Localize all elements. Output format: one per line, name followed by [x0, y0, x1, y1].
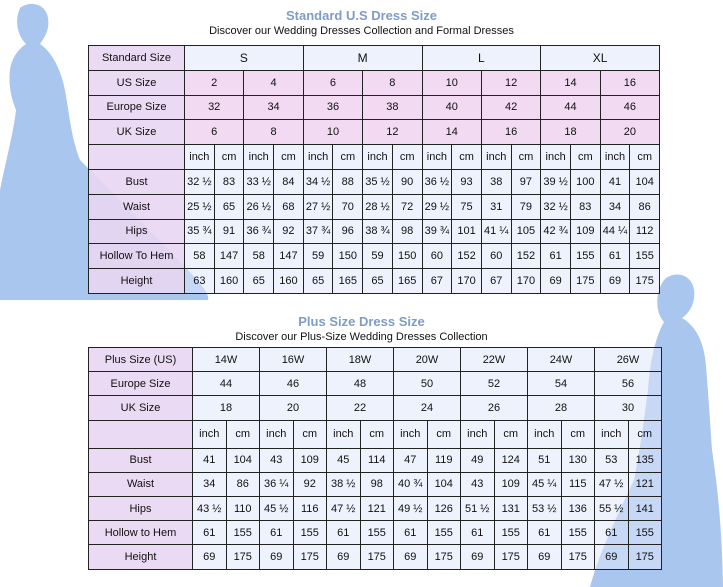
- table-row: [89, 448, 662, 472]
- size-value: 22: [327, 396, 394, 420]
- measure-value: 70: [333, 194, 363, 219]
- measure-value: 86: [630, 194, 660, 219]
- size-value: 10: [422, 70, 481, 95]
- measure-value: 60: [422, 244, 452, 269]
- unit-label: inch: [541, 145, 571, 170]
- unit-label: inch: [422, 145, 452, 170]
- table-row: [89, 194, 660, 219]
- measure-value: 147: [274, 244, 304, 269]
- measure-value: 60: [481, 244, 511, 269]
- size-value: 30: [595, 396, 662, 420]
- unit-label: cm: [561, 420, 595, 448]
- measure-value: 100: [570, 169, 600, 194]
- standard-size-label: Standard Size: [89, 46, 185, 71]
- measure-value: 175: [293, 545, 327, 569]
- measure-value: 45: [327, 448, 361, 472]
- measure-value: 67: [481, 269, 511, 294]
- size-value: 44: [193, 372, 260, 396]
- measure-value: 104: [226, 448, 260, 472]
- measure-value: 39 ¾: [422, 219, 452, 244]
- size-header-cell: 26W: [595, 348, 662, 372]
- measure-value: 116: [293, 496, 327, 520]
- size-header-cell: 14W: [193, 348, 260, 372]
- measure-value: 147: [214, 244, 244, 269]
- measure-value: 119: [427, 448, 461, 472]
- row-label: Waist: [89, 472, 193, 496]
- measure-value: 31: [481, 194, 511, 219]
- measure-value: 59: [363, 244, 393, 269]
- measure-value: 38: [481, 169, 511, 194]
- measure-value: 75: [452, 194, 482, 219]
- measure-value: 44 ¼: [600, 219, 630, 244]
- size-value: 8: [244, 120, 303, 145]
- measure-value: 69: [193, 545, 227, 569]
- measure-value: 155: [494, 521, 528, 545]
- measure-value: 136: [561, 496, 595, 520]
- measure-value: 47: [394, 448, 428, 472]
- measure-value: 34 ½: [303, 169, 333, 194]
- row-label: Waist: [89, 194, 185, 219]
- size-header-cell: S: [185, 46, 304, 71]
- measure-value: 131: [494, 496, 528, 520]
- measure-value: 152: [511, 244, 541, 269]
- measure-value: 61: [394, 521, 428, 545]
- unit-label: inch: [193, 420, 227, 448]
- measure-value: 155: [561, 521, 595, 545]
- unit-label: cm: [293, 420, 327, 448]
- row-label: Bust: [89, 448, 193, 472]
- measure-value: 83: [214, 169, 244, 194]
- measure-value: 69: [595, 545, 629, 569]
- unit-label: cm: [570, 145, 600, 170]
- standard-size-subtitle: Discover our Wedding Dresses Collection and Formal Dresses: [209, 25, 514, 37]
- measure-value: 38 ¾: [363, 219, 393, 244]
- measure-value: 175: [628, 545, 662, 569]
- unit-label: inch: [595, 420, 629, 448]
- measure-value: 45 ¼: [528, 472, 562, 496]
- size-value: 38: [363, 95, 422, 120]
- measure-value: 115: [561, 472, 595, 496]
- plus-size-label: Plus Size (US): [89, 348, 193, 372]
- size-header-cell: 24W: [528, 348, 595, 372]
- measure-value: 35 ¾: [185, 219, 215, 244]
- size-value: 46: [600, 95, 659, 120]
- measure-value: 69: [461, 545, 495, 569]
- row-label: Height: [89, 545, 193, 569]
- row-label: Hips: [89, 219, 185, 244]
- measure-value: 28 ½: [363, 194, 393, 219]
- measure-value: 98: [392, 219, 422, 244]
- measure-value: 65: [303, 269, 333, 294]
- measure-value: 69: [327, 545, 361, 569]
- standard-size-table: [88, 45, 660, 294]
- measure-value: 150: [392, 244, 422, 269]
- measure-value: 69: [394, 545, 428, 569]
- size-header-cell: 18W: [327, 348, 394, 372]
- measure-value: 34: [600, 194, 630, 219]
- size-value: 18: [541, 120, 600, 145]
- row-label: Height: [89, 269, 185, 294]
- measure-value: 101: [452, 219, 482, 244]
- measure-value: 61: [528, 521, 562, 545]
- measure-value: 155: [427, 521, 461, 545]
- unit-label: inch: [260, 420, 294, 448]
- measure-value: 49: [461, 448, 495, 472]
- measure-value: 61: [327, 521, 361, 545]
- measure-value: 124: [494, 448, 528, 472]
- measure-value: 37 ¾: [303, 219, 333, 244]
- measure-value: 39 ½: [541, 169, 571, 194]
- measure-value: 65: [244, 269, 274, 294]
- measure-value: 43: [461, 472, 495, 496]
- measure-value: 72: [392, 194, 422, 219]
- measure-value: 53: [595, 448, 629, 472]
- measure-value: 83: [570, 194, 600, 219]
- measure-value: 121: [628, 472, 662, 496]
- measure-value: 155: [628, 521, 662, 545]
- measure-value: 61: [541, 244, 571, 269]
- row-label: Hips: [89, 496, 193, 520]
- measure-value: 65: [214, 194, 244, 219]
- size-header-cell: 22W: [461, 348, 528, 372]
- unit-label: cm: [452, 145, 482, 170]
- unit-label: cm: [511, 145, 541, 170]
- unit-label: inch: [481, 145, 511, 170]
- size-value: 40: [422, 95, 481, 120]
- table-row: [89, 169, 660, 194]
- unit-label: inch: [327, 420, 361, 448]
- size-header-cell: M: [303, 46, 422, 71]
- table-row: [89, 521, 662, 545]
- unit-label: cm: [628, 420, 662, 448]
- measure-value: 53 ½: [528, 496, 562, 520]
- size-value: 34: [244, 95, 303, 120]
- measure-value: 41: [600, 169, 630, 194]
- size-value: 50: [394, 372, 461, 396]
- measure-value: 61: [595, 521, 629, 545]
- measure-value: 175: [494, 545, 528, 569]
- table-row: [89, 348, 662, 372]
- measure-value: 155: [570, 244, 600, 269]
- measure-value: 61: [600, 244, 630, 269]
- size-value: 16: [600, 70, 659, 95]
- unit-label: inch: [244, 145, 274, 170]
- table-row: [89, 120, 660, 145]
- size-value: 12: [481, 70, 540, 95]
- measure-value: 155: [293, 521, 327, 545]
- row-label: Hollow to Hem: [89, 521, 193, 545]
- measure-value: 58: [185, 244, 215, 269]
- measure-value: 69: [600, 269, 630, 294]
- unit-label: inch: [185, 145, 215, 170]
- measure-value: 65: [363, 269, 393, 294]
- measure-value: 160: [214, 269, 244, 294]
- table-row: [89, 95, 660, 120]
- measure-value: 175: [427, 545, 461, 569]
- measure-value: 68: [274, 194, 304, 219]
- size-header-cell: L: [422, 46, 541, 71]
- plus-size-title: Plus Size Dress Size: [298, 314, 425, 329]
- size-value: 24: [394, 396, 461, 420]
- measure-value: 92: [293, 472, 327, 496]
- size-value: 28: [528, 396, 595, 420]
- measure-value: 110: [226, 496, 260, 520]
- measure-value: 160: [274, 269, 304, 294]
- size-value: 36: [303, 95, 362, 120]
- measure-value: 36 ¼: [260, 472, 294, 496]
- measure-value: 126: [427, 496, 461, 520]
- table-row: [89, 496, 662, 520]
- measure-value: 97: [511, 169, 541, 194]
- measure-value: 155: [226, 521, 260, 545]
- table-row: [89, 244, 660, 269]
- plus-size-subtitle: Discover our Plus-Size Wedding Dresses Collection: [235, 331, 488, 343]
- measure-value: 105: [511, 219, 541, 244]
- measure-value: 150: [333, 244, 363, 269]
- measure-value: 114: [360, 448, 394, 472]
- unit-label: inch: [528, 420, 562, 448]
- size-value: 2: [185, 70, 244, 95]
- measure-value: 104: [630, 169, 660, 194]
- table-row: [89, 269, 660, 294]
- measure-value: 34: [193, 472, 227, 496]
- measure-value: 170: [452, 269, 482, 294]
- measure-value: 152: [452, 244, 482, 269]
- measure-value: 121: [360, 496, 394, 520]
- measure-value: 41: [193, 448, 227, 472]
- measure-value: 91: [214, 219, 244, 244]
- row-label: Hollow To Hem: [89, 244, 185, 269]
- unit-label: cm: [392, 145, 422, 170]
- measure-value: 47 ½: [595, 472, 629, 496]
- measure-value: 165: [333, 269, 363, 294]
- measure-value: 38 ½: [327, 472, 361, 496]
- size-value: 26: [461, 396, 528, 420]
- row-label: UK Size: [89, 396, 193, 420]
- size-value: 18: [193, 396, 260, 420]
- measure-value: 35 ½: [363, 169, 393, 194]
- measure-value: 51: [528, 448, 562, 472]
- unit-label: inch: [461, 420, 495, 448]
- measure-value: 27 ½: [303, 194, 333, 219]
- measure-value: 130: [561, 448, 595, 472]
- measure-value: 112: [630, 219, 660, 244]
- row-label: Europe Size: [89, 372, 193, 396]
- measure-value: 88: [333, 169, 363, 194]
- unit-label: inch: [600, 145, 630, 170]
- unit-label: inch: [394, 420, 428, 448]
- size-value: 10: [303, 120, 362, 145]
- measure-value: 58: [244, 244, 274, 269]
- size-value: 14: [541, 70, 600, 95]
- table-row: [89, 145, 660, 170]
- measure-value: 69: [260, 545, 294, 569]
- measure-value: 45 ½: [260, 496, 294, 520]
- measure-value: 49 ½: [394, 496, 428, 520]
- measure-value: 79: [511, 194, 541, 219]
- size-header-cell: XL: [541, 46, 660, 71]
- measure-value: 43 ½: [193, 496, 227, 520]
- unit-label: cm: [214, 145, 244, 170]
- measure-value: 40 ¾: [394, 472, 428, 496]
- unit-label: cm: [630, 145, 660, 170]
- measure-value: 175: [561, 545, 595, 569]
- table-row: [89, 372, 662, 396]
- measure-value: 29 ½: [422, 194, 452, 219]
- measure-value: 43: [260, 448, 294, 472]
- size-value: 20: [600, 120, 659, 145]
- size-value: 12: [363, 120, 422, 145]
- table-row: [89, 545, 662, 569]
- measure-value: 63: [185, 269, 215, 294]
- table-row: [89, 46, 660, 71]
- measure-value: 135: [628, 448, 662, 472]
- measure-value: 155: [630, 244, 660, 269]
- measure-value: 175: [570, 269, 600, 294]
- size-value: 44: [541, 95, 600, 120]
- measure-value: 32 ½: [185, 169, 215, 194]
- unit-label: cm: [427, 420, 461, 448]
- measure-value: 90: [392, 169, 422, 194]
- measure-value: 109: [293, 448, 327, 472]
- table-row: [89, 396, 662, 420]
- table-row: [89, 70, 660, 95]
- measure-value: 175: [226, 545, 260, 569]
- size-value: 20: [260, 396, 327, 420]
- measure-value: 47 ½: [327, 496, 361, 520]
- size-value: 14: [422, 120, 481, 145]
- measure-value: 59: [303, 244, 333, 269]
- measure-value: 170: [511, 269, 541, 294]
- measure-value: 104: [427, 472, 461, 496]
- measure-value: 165: [392, 269, 422, 294]
- measure-value: 61: [461, 521, 495, 545]
- size-value: 52: [461, 372, 528, 396]
- unit-label: cm: [226, 420, 260, 448]
- measure-value: 42 ¾: [541, 219, 571, 244]
- measure-value: 36 ½: [422, 169, 452, 194]
- measure-value: 69: [528, 545, 562, 569]
- measure-value: 96: [333, 219, 363, 244]
- measure-value: 36 ¾: [244, 219, 274, 244]
- measure-value: 92: [274, 219, 304, 244]
- measure-value: 61: [193, 521, 227, 545]
- unit-label: cm: [274, 145, 304, 170]
- measure-value: 69: [541, 269, 571, 294]
- measure-value: 25 ½: [185, 194, 215, 219]
- row-label: Europe Size: [89, 95, 185, 120]
- standard-size-title: Standard U.S Dress Size: [286, 8, 437, 23]
- row-label: US Size: [89, 70, 185, 95]
- size-value: 32: [185, 95, 244, 120]
- row-label-empty: [89, 420, 193, 448]
- measure-value: 84: [274, 169, 304, 194]
- table-row: [89, 472, 662, 496]
- row-label: UK Size: [89, 120, 185, 145]
- measure-value: 26 ½: [244, 194, 274, 219]
- measure-value: 93: [452, 169, 482, 194]
- size-value: 16: [481, 120, 540, 145]
- measure-value: 41 ¼: [481, 219, 511, 244]
- row-label-empty: [89, 145, 185, 170]
- measure-value: 61: [260, 521, 294, 545]
- measure-value: 86: [226, 472, 260, 496]
- measure-value: 32 ½: [541, 194, 571, 219]
- size-header-cell: 20W: [394, 348, 461, 372]
- unit-label: cm: [333, 145, 363, 170]
- measure-value: 155: [360, 521, 394, 545]
- unit-label: cm: [494, 420, 528, 448]
- size-value: 56: [595, 372, 662, 396]
- size-value: 8: [363, 70, 422, 95]
- size-value: 42: [481, 95, 540, 120]
- size-value: 6: [185, 120, 244, 145]
- table-row: [89, 219, 660, 244]
- measure-value: 141: [628, 496, 662, 520]
- size-value: 6: [303, 70, 362, 95]
- measure-value: 98: [360, 472, 394, 496]
- size-value: 48: [327, 372, 394, 396]
- measure-value: 51 ½: [461, 496, 495, 520]
- measure-value: 55 ½: [595, 496, 629, 520]
- measure-value: 175: [630, 269, 660, 294]
- size-header-cell: 16W: [260, 348, 327, 372]
- measure-value: 33 ½: [244, 169, 274, 194]
- unit-label: inch: [363, 145, 393, 170]
- size-value: 46: [260, 372, 327, 396]
- row-label: Bust: [89, 169, 185, 194]
- measure-value: 109: [570, 219, 600, 244]
- size-value: 54: [528, 372, 595, 396]
- measure-value: 175: [360, 545, 394, 569]
- unit-label: inch: [303, 145, 333, 170]
- table-row: [89, 420, 662, 448]
- measure-value: 109: [494, 472, 528, 496]
- size-value: 4: [244, 70, 303, 95]
- unit-label: cm: [360, 420, 394, 448]
- plus-size-table: [88, 347, 662, 570]
- measure-value: 67: [422, 269, 452, 294]
